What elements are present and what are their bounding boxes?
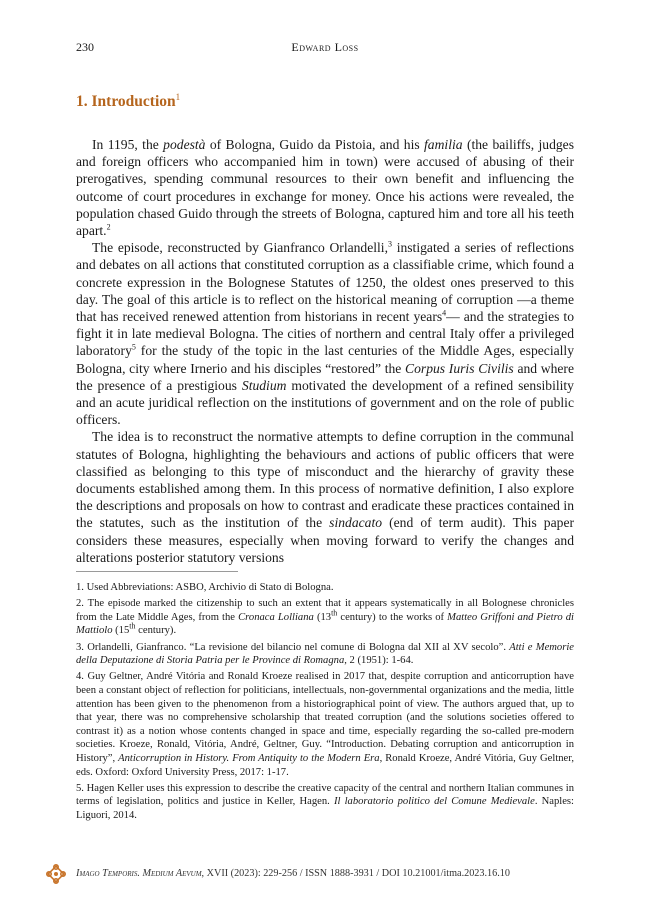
text-run: (13 <box>313 611 332 623</box>
paragraph-3 <box>76 428 574 566</box>
italic-term: sindacato <box>329 515 383 531</box>
text-run: — and the strategies to fight it in late medieval Bologna. The cities of northern and central Italy offer a privileged laboratory <box>76 309 574 359</box>
section-title <box>76 92 180 111</box>
italic-term: Anticorruption in History. From Antiquity to the Modern Era <box>118 752 380 764</box>
footnote-ref-1[interactable]: 1 <box>175 92 181 102</box>
paragraph-1 <box>76 136 574 239</box>
paragraph-2 <box>76 239 574 428</box>
footnote-4 <box>76 670 574 779</box>
text-run: , Ronald Kroeze, André Vitória, Guy Geltner, eds. Oxford: Oxford University Press, 2017: 1-17. <box>76 752 575 778</box>
footnote-divider <box>76 571 238 572</box>
italic-term: Cronaca Lolliana <box>238 611 314 623</box>
footnote-1: 1. Used Abbreviations: ASBO, Archivio di Stato di Bologna. <box>76 582 334 593</box>
text-run: and where the presence of a prestigious <box>76 360 574 393</box>
ordinal-suffix: th <box>129 621 136 631</box>
text-run: (the bailiffs, judges and foreign officers who accompanied him in town) were accused of abusing of their prerogatives, spending communal resources to their own benefit and influencing the outcome of court procedures in exchange for money. Once his actions were revealed, the population chased Guido through the streets of Bologna, captured him and tore all his teeth apart. <box>76 137 574 239</box>
italic-term: Corpus Iuris Civilis <box>405 360 514 376</box>
footnotes <box>76 581 574 825</box>
text-run: 3. Orlandelli, Gianfranco. “La revisione del bilancio nel comune di Bologna dal XII al XV secolo”. <box>76 641 510 653</box>
section-title-text: 1. Introduction <box>76 93 176 111</box>
text-run: (end of term audit). This paper considers these measures, especially when moving forward to verify the changes and alterations posterior statutory versions <box>76 515 574 565</box>
italic-term: podestà <box>163 137 206 152</box>
text-run: century) to the works of <box>337 611 448 623</box>
text-run: . Naples: Liguori, 2014. <box>76 796 574 821</box>
text-run: 4. Guy Geltner, André Vitória and Ronald Kroeze realised in 2017 that, despite corruption and anticorruption have been a constant object of reflection for politicians, intellectuals, non-governmental organizations and the media, little attention has been given to the phenomenon from a historiographical point of view. The authors argued that, up to that year, there was no comprehensive scholarship that treated corruption (and the solutions societies offered to contrast it) as a notion whose contents changed in space and time, especially regarding the so-called pre-modern societies. Kroeze, Ronald, Vitória, André, Geltner, Guy. “Introduction. Debating corruption and anticorruption in History”, <box>76 671 574 764</box>
issue-citation: , XVII (2023): 229-256 / ISSN 1888-3931 / DOI 10.21001/itma.2023.16.10 <box>201 868 510 879</box>
italic-term: familia <box>424 137 463 152</box>
footnote-ref-2[interactable]: 2 <box>106 222 111 232</box>
text-run: for the study of the topic in the last centuries of the Middle Ages, especially Bologna, city where Irnerio and his disciples “restored” the <box>76 343 574 376</box>
text-run: century). <box>135 625 177 637</box>
footnote-ref-3[interactable]: 3 <box>388 239 392 249</box>
text-run: instigated a series of reflections and debates on all actions that constituted corruption as a classifiable crime, which found a concrete expression in the Bolognese Statutes of 1250, the oldest ones preserved to this day. The goal of this article is to reflect on the historical meaning of corruption —a theme that has received renewed attention from historians in recent years <box>76 240 575 325</box>
text-run: 2. The episode marked the citizenship to such an extent that it appears systematically in all Bolognese chronicles from the Late Middle Ages, from the <box>76 598 574 623</box>
footnote-2 <box>76 597 574 638</box>
footnote-5 <box>76 782 574 823</box>
text-run: motivated the development of a refined sensibility and an acute juridical reflection on the institutions of government and on the role of public officers. <box>76 377 574 428</box>
body-text <box>76 136 574 566</box>
text-run: (15 <box>112 625 130 637</box>
running-head: Edward Loss <box>291 40 359 54</box>
journal-title: Imago Temporis. Medium Aevum <box>76 868 202 879</box>
italic-term: Studium <box>241 377 287 393</box>
footnote-ref-5[interactable]: 5 <box>131 342 136 352</box>
knot-emblem-icon <box>46 864 66 884</box>
text-run: , 2 (1951): 1-64. <box>344 655 414 667</box>
footnote-3 <box>76 641 574 668</box>
footnote-ref-4[interactable]: 4 <box>442 308 447 318</box>
text-run: 5. Hagen Keller uses this expression to describe the creative capacity of the central and northern Italian communes in terms of legislation, politics and justice in Keller, Hagen. <box>76 782 574 808</box>
page-footer <box>46 866 606 882</box>
ordinal-suffix: th <box>331 608 338 618</box>
text-run: of Bologna, Guido da Pistoia, and his <box>205 137 425 152</box>
journal-citation <box>76 868 510 879</box>
page-number: 230 <box>76 40 94 54</box>
text-run: The episode, reconstructed by Gianfranco Orlandelli, <box>92 240 388 256</box>
italic-term: Il laboratorio politico del Comune Medievale <box>333 796 535 808</box>
italic-term: Atti e Memorie della Deputazione di Storia Patria per le Province di Romagna <box>76 641 575 667</box>
text-run: In 1195, the <box>92 137 164 152</box>
text-run: The idea is to reconstruct the normative attempts to define corruption in the communal statutes of Bologna, highlighting the behaviours and actions of public officers that were classified as belonging to this type of misconduct and the hierarchy of gravity these documents established among them. In this process of normative definition, I also explore the descriptions and proposals on how to contrast and eradicate these practices contained in the statutes, such as the institution of the <box>76 429 574 531</box>
italic-term: Matteo Griffoni and Pietro di Mattiolo <box>76 611 574 637</box>
page-header <box>76 40 574 56</box>
